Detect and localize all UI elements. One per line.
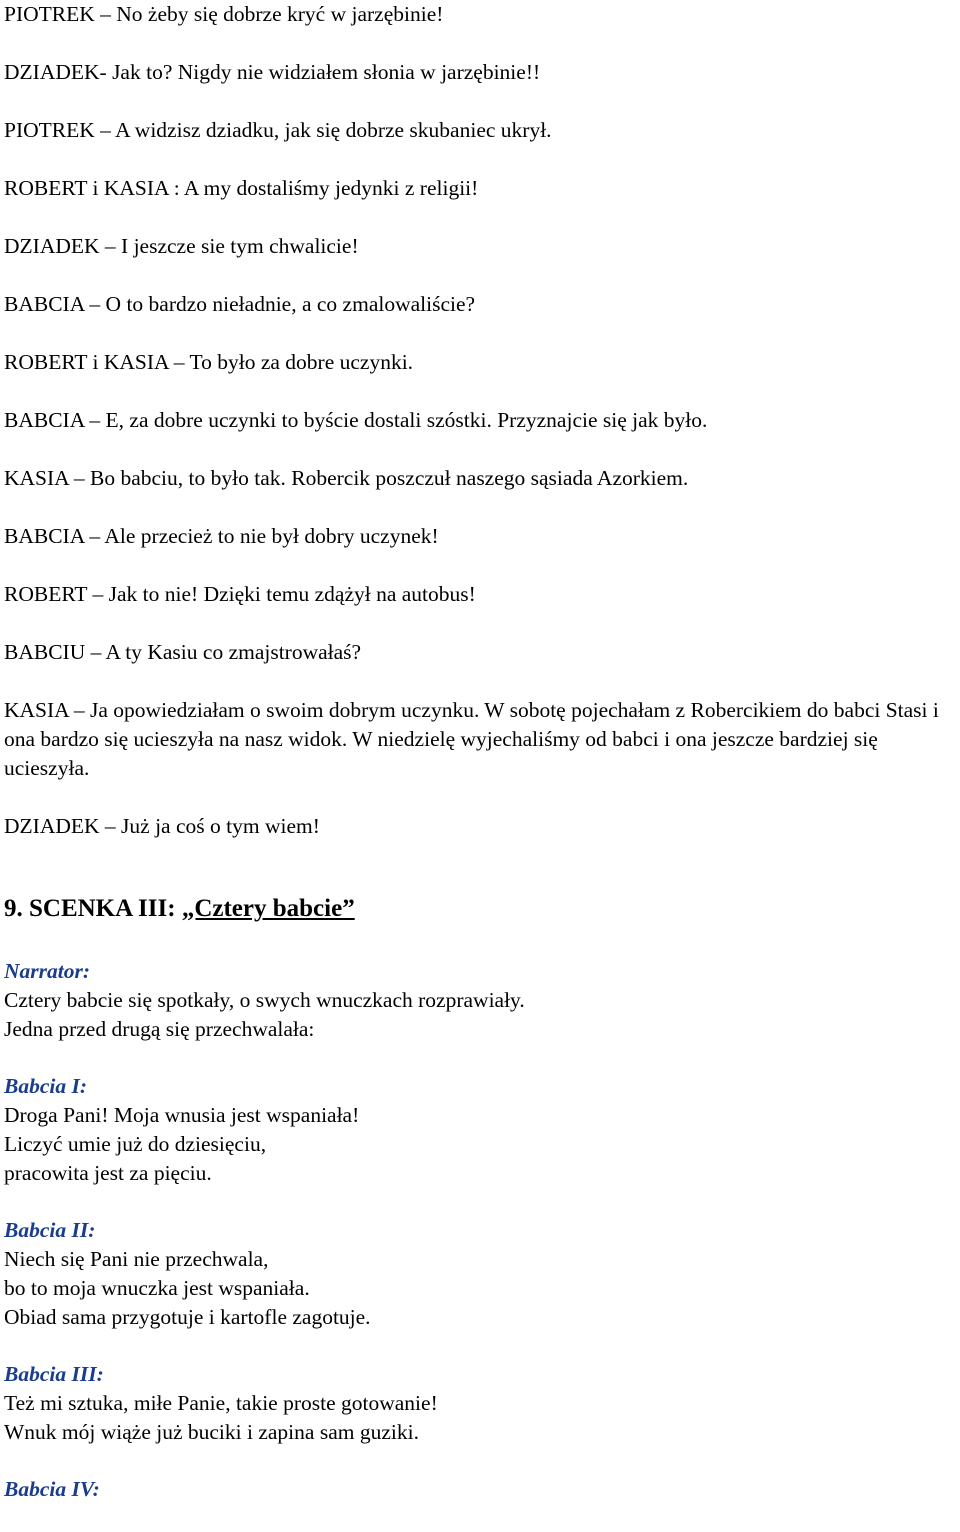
scene-title: „Cztery babcie” — [181, 895, 355, 922]
dialogue-paragraph: KASIA – Ja opowiedziałam o swoim dobrym uczynku. W sobotę pojechałam z Robercikiem do babci Stasi i ona bardzo się ucieszyła na nasz widok. W niedzielę wyjechaliśmy od babci i ona jeszcze bardziej się ucieszyła. — [4, 698, 939, 780]
dialogue-line: KASIA – Bo babciu, to było tak. Robercik poszczuł naszego sąsiada Azorkiem. — [4, 466, 689, 490]
dialogue-block — [4, 0, 959, 870]
verse-line: Niech się Pani nie przechwala, — [4, 1247, 269, 1271]
stanza-babcia-2 — [4, 1216, 954, 1332]
verse-line: Wnuk mój wiąże już buciki i zapina sam guziki. — [4, 1420, 419, 1444]
speaker-label: Babcia II: — [4, 1218, 96, 1242]
dialogue-line: ROBERT i KASIA – To było za dobre uczynki. — [4, 350, 414, 374]
dialogue-line: BABCIA – E, za dobre uczynki to byście dostali szóstki. Przyznajcie się jak było. — [4, 408, 708, 432]
dialogue-line: DZIADEK – Już ja coś o tym wiem! — [4, 814, 320, 838]
verse-line: Cztery babcie się spotkały, o swych wnuczkach rozprawiały. — [4, 988, 525, 1012]
stanza-narrator — [4, 957, 954, 1044]
dialogue-line: PIOTREK – No żeby się dobrze kryć w jarzębinie! — [4, 2, 444, 26]
dialogue-line: ROBERT – Jak to nie! Dzięki temu zdążył na autobus! — [4, 582, 476, 606]
stanza-babcia-4 — [4, 1475, 954, 1504]
dialogue-line: PIOTREK – A widzisz dziadku, jak się dobrze skubaniec ukrył. — [4, 118, 552, 142]
stanza-babcia-1 — [4, 1072, 954, 1188]
dialogue-line: ROBERT i KASIA : A my dostaliśmy jedynki z religii! — [4, 176, 479, 200]
verse-line: Droga Pani! Moja wnusia jest wspaniała! — [4, 1103, 360, 1127]
scene-number: 9. SCENKA III: — [4, 895, 182, 922]
speaker-label: Babcia IV: — [4, 1477, 100, 1501]
verse-line: Jedna przed drugą się przechwalała: — [4, 1017, 315, 1041]
dialogue-line: BABCIU – A ty Kasiu co zmajstrowałaś? — [4, 640, 362, 664]
verse-line: Też mi sztuka, miłe Panie, takie proste gotowanie! — [4, 1391, 438, 1415]
speaker-label: Babcia I: — [4, 1074, 88, 1098]
stanza-babcia-3 — [4, 1360, 954, 1447]
dialogue-line: DZIADEK – I jeszcze sie tym chwalicie! — [4, 234, 359, 258]
dialogue-line: DZIADEK- Jak to? Nigdy nie widziałem słonia w jarzębinie!! — [4, 60, 541, 84]
speaker-label: Babcia III: — [4, 1362, 104, 1386]
verse-line: Liczyć umie już do dziesięciu, — [4, 1132, 267, 1156]
scene-heading — [4, 893, 355, 925]
verse-line: bo to moja wnuczka jest wspaniała. — [4, 1276, 310, 1300]
dialogue-line: BABCIA – O to bardzo nieładnie, a co zmalowaliście? — [4, 292, 476, 316]
verse-block — [4, 957, 954, 1532]
verse-line: Obiad sama przygotuje i kartofle zagotuje. — [4, 1305, 371, 1329]
verse-line: pracowita jest za pięciu. — [4, 1161, 212, 1185]
speaker-label: Narrator: — [4, 959, 91, 983]
dialogue-line: BABCIA – Ale przecież to nie był dobry uczynek! — [4, 524, 439, 548]
